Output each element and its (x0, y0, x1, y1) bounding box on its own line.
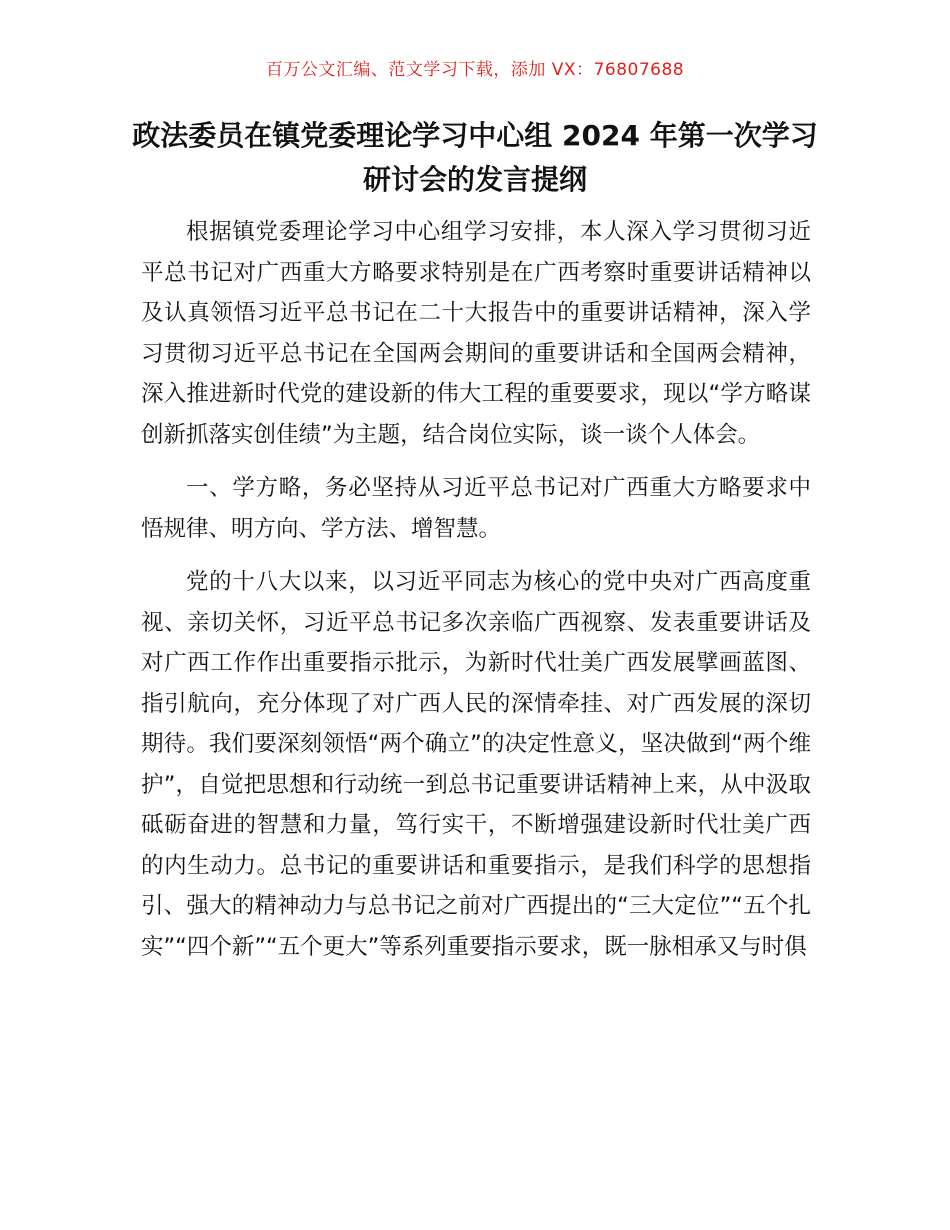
paragraph-section-heading-1: 一、学方略，务必坚持从习近平总书记对广西重大方略要求中悟规律、明方向、学方法、增智慧。 (141, 475, 811, 542)
header-watermark-note: 百万公文汇编、范文学习下载，添加 VX：76807688 (265, 60, 685, 80)
paragraph-intro: 根据镇党委理论学习中心组学习安排，本人深入学习贯彻习近平总书记对广西重大方略要求特别是在广西考察时重要讲话精神以及认真领悟习近平总书记在二十大报告中的重要讲话精神，深入学习贯彻习近平总书记在全国两会期间的重要讲话和全国两会精神，深入推进新时代党的建设新的伟大工程的重要要求，现以“学方略谋创新抓落实创佳绩”为主题，结合岗位实际，谈一谈个人体会。 (141, 219, 811, 448)
document-title: 政法委员在镇党委理论学习中心组 2024 年第一次学习研讨会的发言提纲 (132, 119, 818, 196)
document-body (141, 212, 811, 967)
paragraph-body-1: 党的十八大以来，以习近平同志为核心的党中央对广西高度重视、亲切关怀，习近平总书记多次亲临广西视察、发表重要讲话及对广西工作作出重要指示批示，为新时代壮美广西发展擘画蓝图、指引航向，充分体现了对广西人民的深情牵挂、对广西发展的深切期待。我们要深刻领悟“两个确立”的决定性意义，坚决做到“两个维护”，自觉把思想和行动统一到总书记重要讲话精神上来，从中汲取砥砺奋进的智慧和力量，笃行实干，不断增强建设新时代壮美广西的内生动力。总书记的重要讲话和重要指示，是我们科学的思想指引、强大的精神动力与总书记之前对广西提出的“三大定位”“五个扎实”“四个新”“五个更大”等系列重要指示要求，既一脉相承又与时俱 (141, 569, 811, 960)
